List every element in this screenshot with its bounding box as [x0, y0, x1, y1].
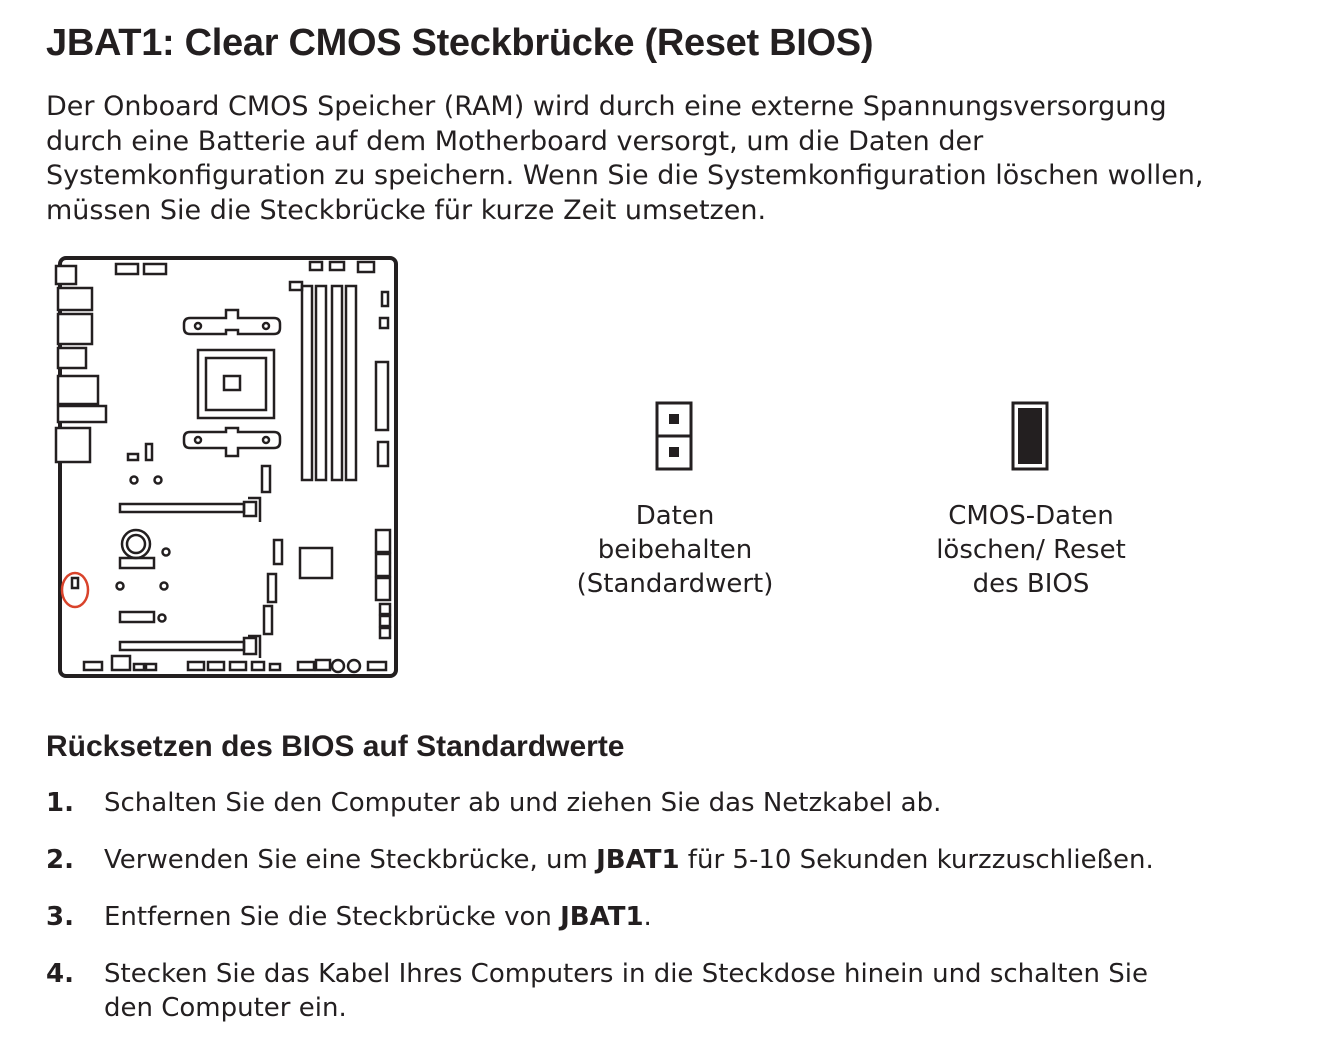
step-text-bold: JBAT1	[596, 845, 680, 875]
jumper-open-icon	[655, 401, 693, 471]
intro-paragraph	[46, 90, 1296, 228]
io-port	[58, 376, 98, 404]
caption-line: CMOS-Daten	[948, 501, 1114, 531]
step-text-part: für 5-10 Sekunden kurzzuschließen.	[679, 845, 1154, 875]
step-text-line: Stecken Sie das Kabel Ihres Computers in die Steckdose hinein und schalten Sie	[104, 959, 1148, 989]
io-port	[56, 266, 76, 284]
step-text-part: .	[643, 902, 652, 932]
io-port	[56, 428, 90, 462]
io-port	[58, 348, 86, 368]
step-text-part: Entfernen Sie die Steckbrücke von	[104, 902, 561, 932]
caption-line: löschen/ Reset	[936, 535, 1126, 565]
intro-line: Der Onboard CMOS Speicher (RAM) wird durch eine externe Spannungsversorgung	[46, 91, 1167, 122]
step-text	[104, 957, 1304, 1025]
caption-line: beibehalten	[597, 535, 753, 565]
list-item	[46, 957, 1306, 1023]
jumper-closed-icon	[1011, 401, 1049, 471]
intro-line: durch eine Batterie auf dem Motherboard versorgt, um die Daten der	[46, 125, 984, 157]
step-text-part: Verwenden Sie eine Steckbrücke, um	[104, 845, 597, 875]
page-title: JBAT1: Clear CMOS Steckbrücke (Reset BIOS)	[46, 22, 874, 64]
io-port	[58, 406, 106, 422]
motherboard-diagram	[48, 252, 400, 684]
step-text	[104, 900, 1304, 934]
jumper-clear-caption	[910, 499, 1152, 601]
step-number: 1.	[46, 788, 74, 818]
intro-line: Systemkonfiguration zu speichern. Wenn Sie die Systemkonfiguration löschen wollen,	[46, 160, 1204, 191]
caption-line: des BIOS	[972, 569, 1090, 599]
io-port	[58, 288, 92, 310]
step-text	[104, 843, 1304, 877]
step-text-bold: JBAT1	[560, 902, 644, 932]
step-number: 3.	[46, 902, 74, 932]
step-number: 4.	[46, 959, 74, 989]
step-text-part: Schalten Sie den Computer ab und ziehen Sie das Netzkabel ab.	[104, 788, 942, 818]
list-item	[46, 900, 1306, 957]
step-text-line: den Computer ein.	[104, 993, 347, 1023]
list-item	[46, 843, 1306, 900]
intro-line: müssen Sie die Steckbrücke für kurze Zeit umsetzen.	[46, 194, 767, 226]
caption-line: Daten	[635, 501, 715, 531]
steps-list	[46, 786, 1306, 1023]
section-heading: Rücksetzen des BIOS auf Standardwerte	[46, 730, 625, 763]
jumper-keep-caption	[554, 499, 796, 601]
caption-line: (Standardwert)	[576, 569, 774, 599]
step-number: 2.	[46, 845, 74, 875]
io-port	[58, 314, 92, 344]
step-text	[104, 786, 1304, 820]
list-item	[46, 786, 1306, 843]
